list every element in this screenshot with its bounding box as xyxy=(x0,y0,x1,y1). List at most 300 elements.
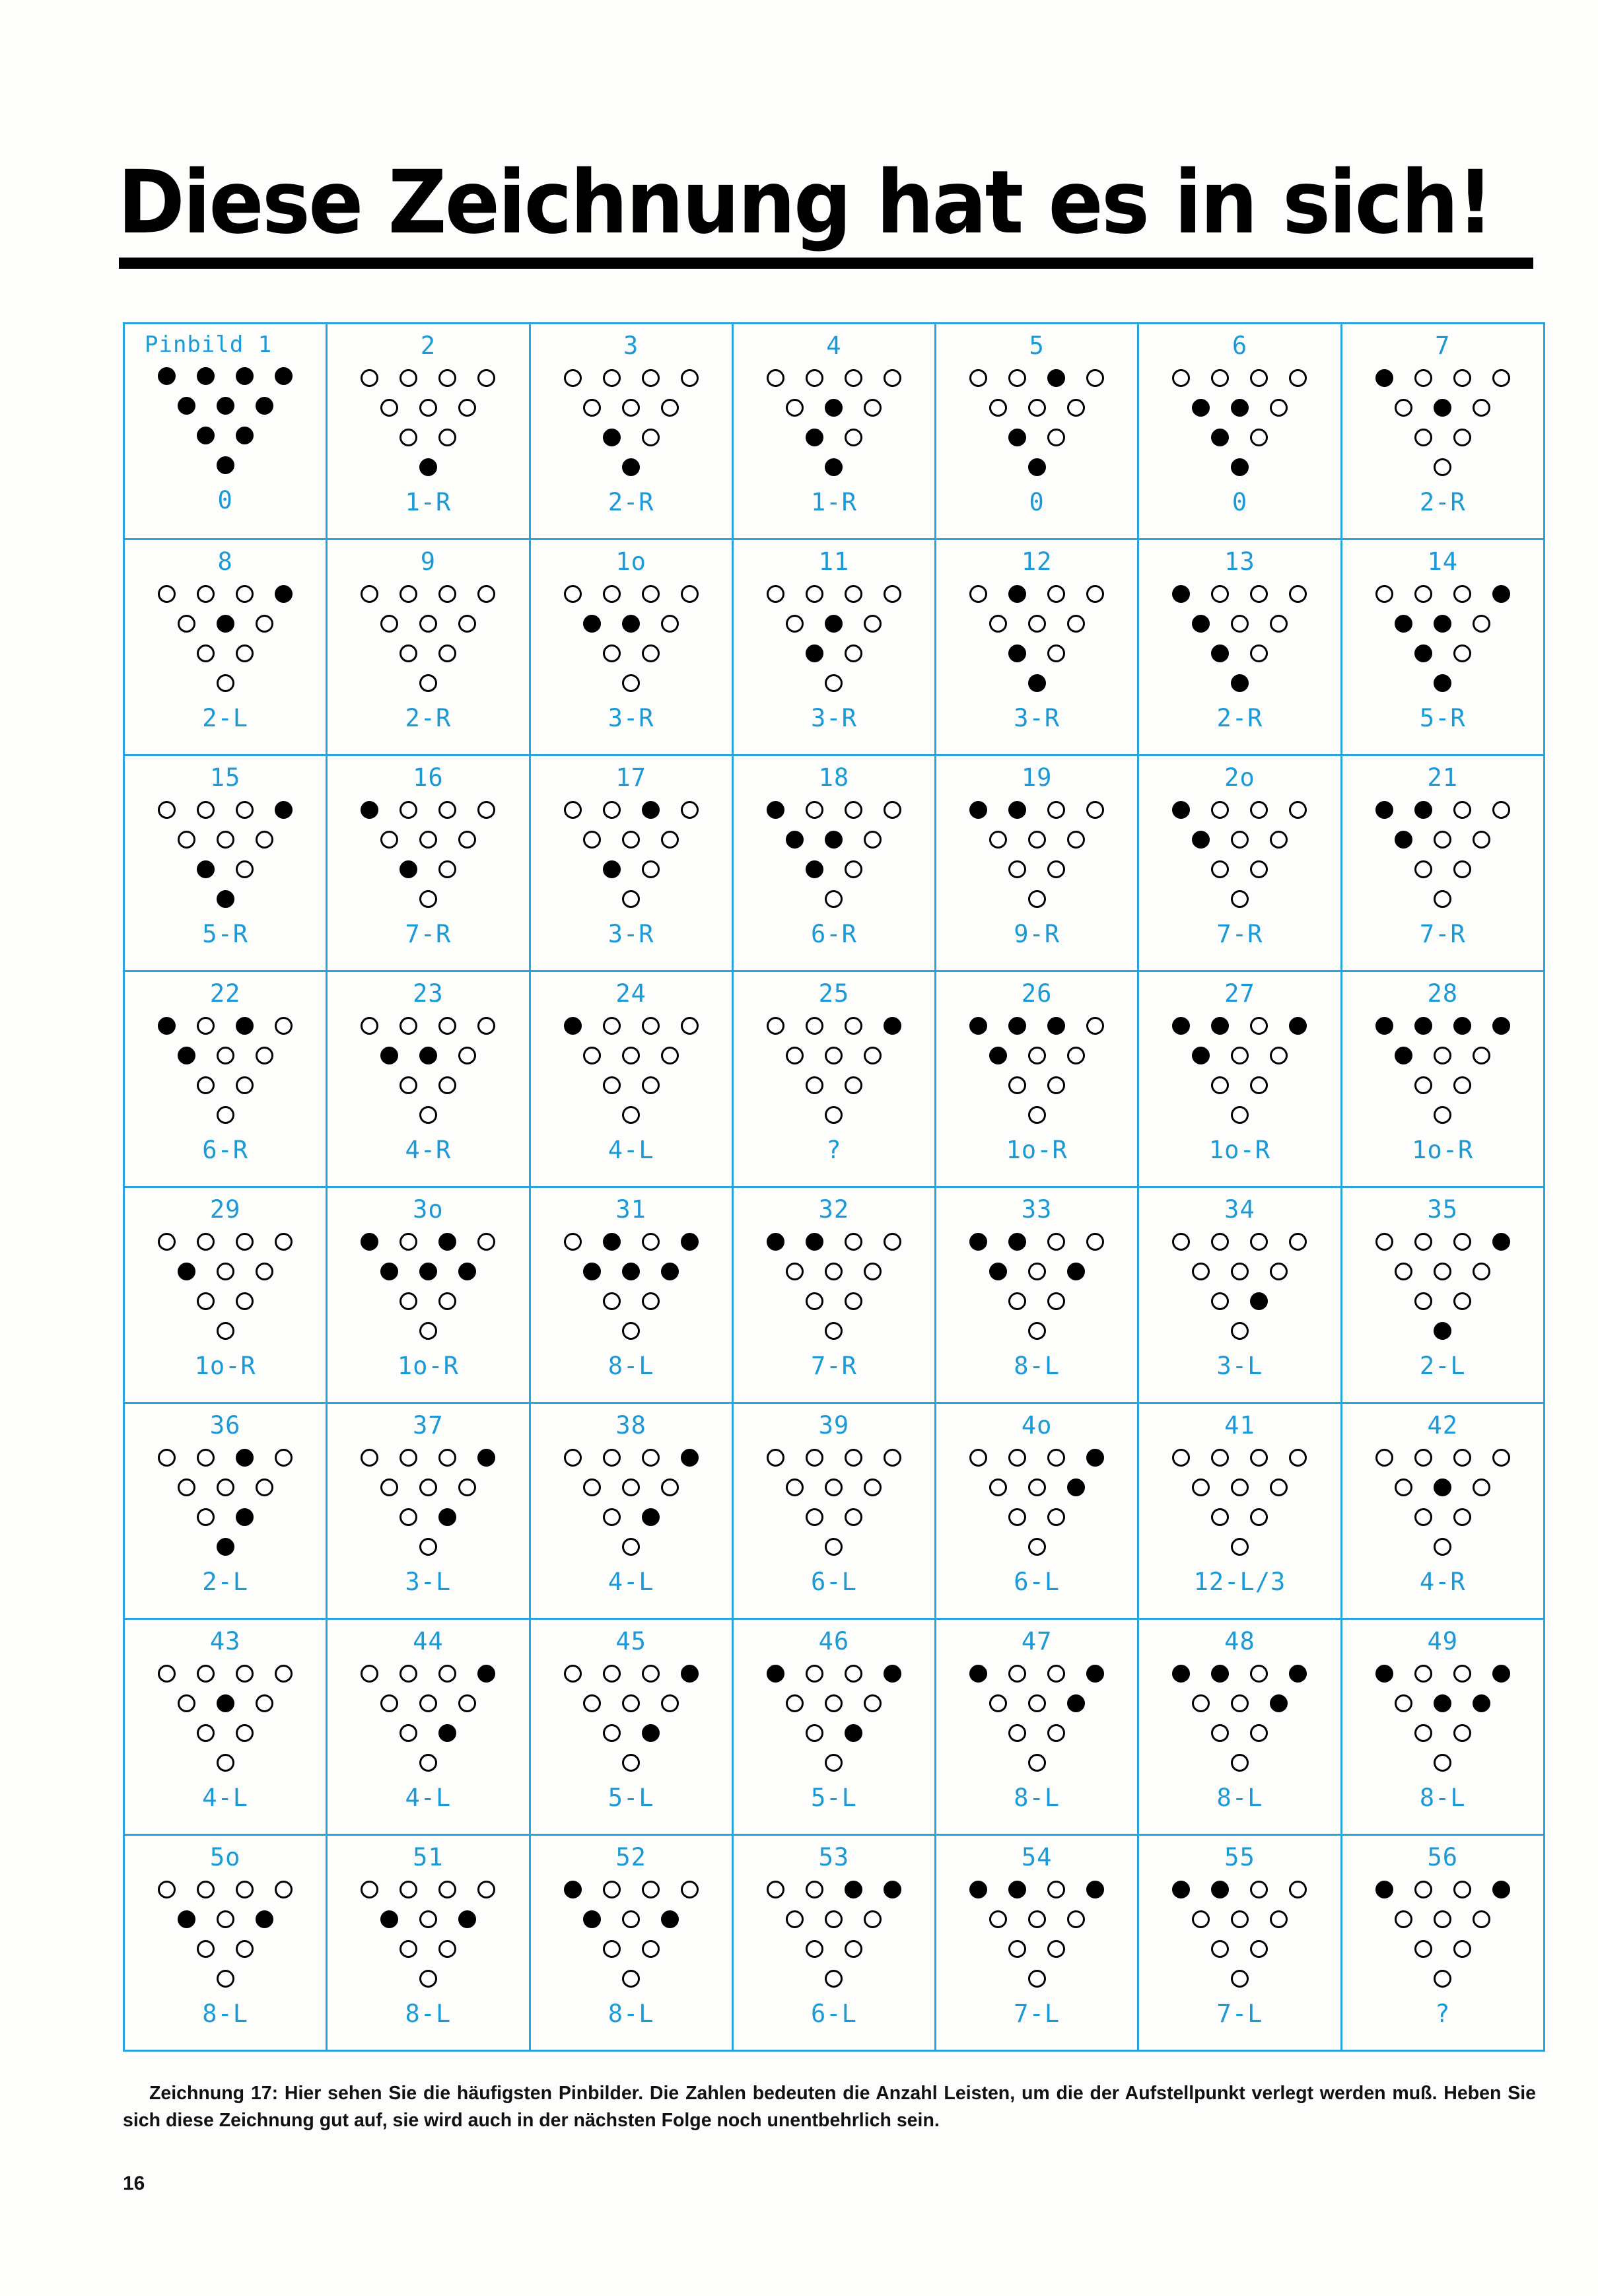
pin-diagram xyxy=(328,1875,528,2001)
pin-row xyxy=(1342,363,1543,393)
pin-fallen-icon xyxy=(1231,831,1249,849)
pin-fallen-icon xyxy=(197,1292,215,1310)
pin-fallen-icon xyxy=(1086,369,1104,387)
pin-pattern-value: 4-L xyxy=(608,1568,654,1596)
pin-fallen-icon xyxy=(1250,429,1268,446)
pin-fallen-icon xyxy=(825,1047,843,1064)
pin-pattern-cell xyxy=(124,971,327,1187)
pin-pattern-cell xyxy=(327,755,530,971)
pin-diagram xyxy=(936,1443,1137,1570)
pin-fallen-icon xyxy=(1395,1478,1412,1496)
pin-fallen-icon xyxy=(1047,801,1065,819)
pin-row xyxy=(125,884,326,914)
pin-row xyxy=(936,1904,1137,1934)
pin-fallen-icon xyxy=(767,369,784,387)
pin-fallen-icon xyxy=(1270,831,1288,849)
pin-pattern-cell xyxy=(936,324,1138,539)
pin-row xyxy=(734,1041,934,1070)
pin-fallen-icon xyxy=(1231,1106,1249,1124)
pin-row xyxy=(1342,1100,1543,1130)
pin-standing-icon xyxy=(767,1233,784,1251)
pin-fallen-icon xyxy=(642,429,660,446)
pin-fallen-icon xyxy=(1434,1970,1451,1988)
pin-fallen-icon xyxy=(197,1076,215,1094)
pin-pattern-number: 35 xyxy=(1427,1195,1458,1224)
pin-row xyxy=(734,1316,934,1346)
pin-row xyxy=(1139,1934,1340,1964)
pin-diagram xyxy=(125,1227,326,1354)
pin-fallen-icon xyxy=(1211,1940,1229,1958)
pin-standing-icon xyxy=(1172,1881,1190,1898)
pin-pattern-number: 13 xyxy=(1224,547,1255,576)
pin-fallen-icon xyxy=(989,1910,1007,1928)
pin-standing-icon xyxy=(1028,458,1046,476)
pin-row xyxy=(531,1473,732,1502)
pin-diagram xyxy=(125,1443,326,1570)
pin-fallen-icon xyxy=(1028,890,1046,908)
pin-standing-icon xyxy=(1375,369,1393,387)
pin-pattern-cell xyxy=(530,1403,732,1619)
pin-row xyxy=(125,1070,326,1100)
pin-row xyxy=(1342,609,1543,639)
pin-fallen-icon xyxy=(642,585,660,603)
pin-row xyxy=(1139,1502,1340,1532)
caption-line-1: Zeichnung 17: Hier sehen Sie die häufigsten Pinbilder. Die Zahlen bedeuten die Anzahl Leisten, um die der Aufstellpunkt xyxy=(149,2083,1245,2104)
pin-fallen-icon xyxy=(1047,429,1065,446)
pin-standing-icon xyxy=(197,860,215,878)
pin-fallen-icon xyxy=(989,399,1007,417)
pin-fallen-icon xyxy=(642,1017,660,1035)
pin-fallen-icon xyxy=(564,1665,582,1683)
pin-fallen-icon xyxy=(1434,831,1451,849)
pin-row xyxy=(1139,1875,1340,1904)
pin-pattern-number: 2o xyxy=(1224,763,1255,792)
pin-fallen-icon xyxy=(197,1449,215,1467)
pin-fallen-icon xyxy=(438,1940,456,1958)
pin-fallen-icon xyxy=(1414,1508,1432,1526)
pin-row xyxy=(1139,393,1340,423)
pin-fallen-icon xyxy=(1270,1263,1288,1280)
pin-row xyxy=(531,825,732,854)
pin-standing-icon xyxy=(1086,1665,1104,1683)
pin-pattern-value: 8-L xyxy=(608,1352,654,1380)
pin-fallen-icon xyxy=(1289,1881,1307,1898)
pin-diagram xyxy=(1342,1875,1543,2001)
pin-standing-icon xyxy=(477,1665,495,1683)
pin-fallen-icon xyxy=(477,1881,495,1898)
pin-standing-icon xyxy=(178,397,195,415)
pin-row xyxy=(125,668,326,698)
pin-row xyxy=(936,1934,1137,1964)
pin-row xyxy=(328,609,528,639)
pin-fallen-icon xyxy=(806,1017,823,1035)
pin-row xyxy=(328,1100,528,1130)
pin-row xyxy=(1342,854,1543,884)
pin-pattern-cell xyxy=(1341,1403,1544,1619)
pin-row xyxy=(734,609,934,639)
pin-row xyxy=(1342,1316,1543,1346)
pin-row xyxy=(1139,1964,1340,1994)
pin-fallen-icon xyxy=(603,801,621,819)
pin-fallen-icon xyxy=(419,615,437,633)
pin-row xyxy=(1342,579,1543,609)
pin-fallen-icon xyxy=(458,615,476,633)
pin-fallen-icon xyxy=(845,1940,862,1958)
pin-fallen-icon xyxy=(622,1970,640,1988)
pin-fallen-icon xyxy=(989,1694,1007,1712)
pin-pattern-number: 32 xyxy=(818,1195,850,1224)
pin-row xyxy=(328,854,528,884)
pin-standing-icon xyxy=(1172,801,1190,819)
pin-fallen-icon xyxy=(806,1508,823,1526)
pin-row xyxy=(734,854,934,884)
pin-diagram xyxy=(734,363,934,490)
pin-standing-icon xyxy=(1473,1694,1490,1712)
pin-fallen-icon xyxy=(845,429,862,446)
pin-fallen-icon xyxy=(1414,1665,1432,1683)
pin-standing-icon xyxy=(1231,399,1249,417)
pin-fallen-icon xyxy=(1453,369,1471,387)
pin-fallen-icon xyxy=(603,1017,621,1035)
pin-row xyxy=(328,1934,528,1964)
pin-row xyxy=(1342,1011,1543,1041)
pin-fallen-icon xyxy=(458,1478,476,1496)
pin-standing-icon xyxy=(217,1538,234,1556)
pin-standing-icon xyxy=(1375,1881,1393,1898)
pin-fallen-icon xyxy=(400,1665,417,1683)
pin-fallen-icon xyxy=(236,585,254,603)
pin-fallen-icon xyxy=(1270,1478,1288,1496)
pin-row xyxy=(1139,579,1340,609)
pin-row xyxy=(1342,423,1543,452)
pin-fallen-icon xyxy=(622,1694,640,1712)
pin-fallen-icon xyxy=(217,1322,234,1340)
pin-diagram xyxy=(936,795,1137,922)
pin-fallen-icon xyxy=(1270,1910,1288,1928)
pin-row xyxy=(1342,884,1543,914)
pin-fallen-icon xyxy=(583,831,601,849)
pin-fallen-icon xyxy=(1453,1449,1471,1467)
pin-fallen-icon xyxy=(603,585,621,603)
pin-diagram xyxy=(328,1443,528,1570)
pin-standing-icon xyxy=(419,1047,437,1064)
pin-fallen-icon xyxy=(1453,801,1471,819)
pin-diagram xyxy=(328,1227,528,1354)
pin-fallen-icon xyxy=(1434,1047,1451,1064)
pin-fallen-icon xyxy=(642,1665,660,1683)
pin-fallen-icon xyxy=(419,674,437,692)
pin-row xyxy=(936,1443,1137,1473)
pin-diagram xyxy=(328,1011,528,1138)
pin-row xyxy=(1139,1904,1340,1934)
pin-row xyxy=(1342,1964,1543,1994)
pin-row xyxy=(125,1659,326,1688)
pin-pattern-number: 16 xyxy=(413,763,444,792)
pin-fallen-icon xyxy=(1289,369,1307,387)
pin-fallen-icon xyxy=(1047,1724,1065,1742)
pin-row xyxy=(125,825,326,854)
pin-fallen-icon xyxy=(681,801,699,819)
pin-standing-icon xyxy=(1028,674,1046,692)
pin-fallen-icon xyxy=(256,1263,273,1280)
pin-fallen-icon xyxy=(884,585,901,603)
pin-standing-icon xyxy=(236,367,254,385)
pin-row xyxy=(125,1875,326,1904)
pin-fallen-icon xyxy=(1453,644,1471,662)
table-row xyxy=(124,539,1545,755)
pin-fallen-icon xyxy=(1414,1940,1432,1958)
pin-standing-icon xyxy=(884,1017,901,1035)
pin-fallen-icon xyxy=(1047,1233,1065,1251)
pin-fallen-icon xyxy=(1414,1449,1432,1467)
pin-fallen-icon xyxy=(217,1047,234,1064)
pin-fallen-icon xyxy=(1414,860,1432,878)
pin-fallen-icon xyxy=(845,1076,862,1094)
pin-standing-icon xyxy=(1492,1665,1510,1683)
pin-row xyxy=(1139,1718,1340,1748)
pin-row xyxy=(125,450,326,480)
pin-row xyxy=(1139,1227,1340,1257)
pin-fallen-icon xyxy=(1028,1047,1046,1064)
pin-fallen-icon xyxy=(583,399,601,417)
pin-standing-icon xyxy=(989,1047,1007,1064)
pin-fallen-icon xyxy=(380,615,398,633)
pin-fallen-icon xyxy=(1250,860,1268,878)
pin-pattern-cell xyxy=(124,539,327,755)
pin-diagram xyxy=(1139,363,1340,490)
pin-fallen-icon xyxy=(825,1910,843,1928)
pin-pattern-value: 2-L xyxy=(1419,1352,1466,1380)
pin-fallen-icon xyxy=(825,1754,843,1772)
pin-row xyxy=(125,1502,326,1532)
pin-pattern-number: 28 xyxy=(1427,979,1458,1008)
pin-row xyxy=(936,1532,1137,1562)
pin-fallen-icon xyxy=(236,644,254,662)
pin-pattern-cell xyxy=(1341,971,1544,1187)
pin-fallen-icon xyxy=(806,1292,823,1310)
pin-row xyxy=(734,363,934,393)
pin-row xyxy=(936,1964,1137,1994)
pin-pattern-number: 7 xyxy=(1435,331,1451,360)
pin-pattern-number: 54 xyxy=(1021,1843,1053,1871)
table-row xyxy=(124,1187,1545,1403)
pin-row xyxy=(734,1688,934,1718)
pin-row xyxy=(328,1257,528,1286)
pin-row xyxy=(734,579,934,609)
pin-fallen-icon xyxy=(884,1449,901,1467)
pin-pattern-number: 21 xyxy=(1427,763,1458,792)
pin-pattern-number: 41 xyxy=(1224,1411,1255,1440)
pin-fallen-icon xyxy=(458,1047,476,1064)
pin-pattern-number: 23 xyxy=(413,979,444,1008)
pin-fallen-icon xyxy=(1231,1263,1249,1280)
pin-diagram xyxy=(1342,1011,1543,1138)
pin-standing-icon xyxy=(361,801,378,819)
pin-standing-icon xyxy=(1434,399,1451,417)
pin-fallen-icon xyxy=(786,615,804,633)
pin-pattern-value: 4-L xyxy=(202,1784,249,1812)
pin-fallen-icon xyxy=(1047,1665,1065,1683)
pin-fallen-icon xyxy=(197,644,215,662)
pin-standing-icon xyxy=(969,1881,987,1898)
pin-diagram xyxy=(531,579,732,706)
pin-standing-icon xyxy=(622,1263,640,1280)
pin-fallen-icon xyxy=(583,1478,601,1496)
pin-row xyxy=(936,579,1137,609)
pin-fallen-icon xyxy=(845,1665,862,1683)
pin-diagram xyxy=(1342,363,1543,490)
pin-fallen-icon xyxy=(845,1508,862,1526)
pin-diagram xyxy=(328,579,528,706)
pin-diagram xyxy=(1139,1875,1340,2001)
pin-standing-icon xyxy=(1492,1017,1510,1035)
pin-fallen-icon xyxy=(217,1478,234,1496)
pin-pattern-cell xyxy=(1341,1619,1544,1835)
pin-fallen-icon xyxy=(1047,1508,1065,1526)
caption-line-2: verlegt werden muß. Heben Sie sich diese Zeichnung gut auf, sie wird auch in der nächsten Folge noch unentbehrlich sein. xyxy=(123,2083,1536,2132)
pin-fallen-icon xyxy=(1453,1940,1471,1958)
pin-row xyxy=(531,854,732,884)
pin-fallen-icon xyxy=(1192,1910,1210,1928)
pin-fallen-icon xyxy=(1192,1694,1210,1712)
pin-standing-icon xyxy=(236,1017,254,1035)
pin-fallen-icon xyxy=(197,1940,215,1958)
pin-fallen-icon xyxy=(1047,860,1065,878)
pin-pattern-value: 7-R xyxy=(1216,920,1263,948)
pin-row xyxy=(125,1316,326,1346)
pin-row xyxy=(936,1286,1137,1316)
pin-fallen-icon xyxy=(661,615,679,633)
pin-pattern-value: 1-R xyxy=(405,488,452,516)
pin-standing-icon xyxy=(969,1665,987,1683)
pin-fallen-icon xyxy=(158,801,176,819)
pin-row xyxy=(936,1070,1137,1100)
pin-standing-icon xyxy=(1434,1478,1451,1496)
pin-standing-icon xyxy=(1395,615,1412,633)
pin-standing-icon xyxy=(419,458,437,476)
pin-pattern-value: 2-R xyxy=(405,704,452,732)
pin-pattern-cell xyxy=(1138,1187,1341,1403)
pin-fallen-icon xyxy=(1270,399,1288,417)
pin-row xyxy=(734,1227,934,1257)
pin-diagram xyxy=(734,1011,934,1138)
pin-pattern-number: 24 xyxy=(615,979,646,1008)
pin-standing-icon xyxy=(1211,1017,1229,1035)
pin-fallen-icon xyxy=(361,1881,378,1898)
pin-pattern-number: 17 xyxy=(615,763,646,792)
pin-pattern-cell xyxy=(327,1403,530,1619)
pin-row xyxy=(1139,884,1340,914)
pin-pattern-value: 6-L xyxy=(811,2000,857,2028)
pin-fallen-icon xyxy=(622,399,640,417)
pin-fallen-icon xyxy=(661,399,679,417)
pin-fallen-icon xyxy=(419,1538,437,1556)
pin-fallen-icon xyxy=(236,1076,254,1094)
pin-diagram xyxy=(936,1011,1137,1138)
pin-fallen-icon xyxy=(1453,1665,1471,1683)
pin-fallen-icon xyxy=(806,369,823,387)
pin-fallen-icon xyxy=(419,1694,437,1712)
pin-fallen-icon xyxy=(458,1694,476,1712)
pin-row xyxy=(125,1688,326,1718)
pin-fallen-icon xyxy=(1028,1263,1046,1280)
pin-diagram xyxy=(125,579,326,706)
pin-standing-icon xyxy=(1211,1881,1229,1898)
pin-row xyxy=(1139,1443,1340,1473)
pin-fallen-icon xyxy=(400,1881,417,1898)
pin-fallen-icon xyxy=(1250,1449,1268,1467)
pin-fallen-icon xyxy=(806,801,823,819)
pin-fallen-icon xyxy=(438,644,456,662)
pin-row xyxy=(328,884,528,914)
pin-fallen-icon xyxy=(806,1449,823,1467)
pin-pattern-number: 44 xyxy=(413,1627,444,1655)
table-row xyxy=(124,324,1545,539)
pin-fallen-icon xyxy=(603,369,621,387)
pin-row xyxy=(734,1934,934,1964)
pin-pattern-cell xyxy=(327,971,530,1187)
pin-pattern-value: 5-R xyxy=(1419,704,1466,732)
pin-standing-icon xyxy=(1289,1017,1307,1035)
pin-standing-icon xyxy=(1047,369,1065,387)
table-row xyxy=(124,1403,1545,1619)
pin-fallen-icon xyxy=(806,1724,823,1742)
pin-standing-icon xyxy=(275,585,293,603)
pin-fallen-icon xyxy=(438,429,456,446)
pin-row xyxy=(936,1875,1137,1904)
pin-fallen-icon xyxy=(661,1694,679,1712)
pin-row xyxy=(328,1227,528,1257)
pin-fallen-icon xyxy=(1047,1449,1065,1467)
pin-diagram xyxy=(936,363,1137,490)
pin-diagram xyxy=(1139,795,1340,922)
pin-row xyxy=(1342,1659,1543,1688)
pin-pattern-cell xyxy=(1341,1835,1544,2051)
pin-row xyxy=(1139,423,1340,452)
pin-fallen-icon xyxy=(1008,1665,1026,1683)
pin-diagram xyxy=(531,1011,732,1138)
pin-row xyxy=(734,884,934,914)
pin-standing-icon xyxy=(1211,429,1229,446)
pin-pattern-number: 26 xyxy=(1021,979,1053,1008)
pin-row xyxy=(531,452,732,482)
pin-standing-icon xyxy=(458,1910,476,1928)
pin-standing-icon xyxy=(361,1233,378,1251)
pin-row xyxy=(1139,1532,1340,1562)
pin-row xyxy=(328,1316,528,1346)
pin-pattern-value: 5-L xyxy=(811,1784,857,1812)
pin-fallen-icon xyxy=(806,1940,823,1958)
pin-pattern-value: 3-R xyxy=(1014,704,1060,732)
pin-standing-icon xyxy=(1375,1017,1393,1035)
pin-fallen-icon xyxy=(1211,860,1229,878)
pin-standing-icon xyxy=(1395,831,1412,849)
pin-fallen-icon xyxy=(361,1665,378,1683)
pin-fallen-icon xyxy=(864,399,882,417)
pin-pattern-cell xyxy=(732,755,935,971)
pin-diagram xyxy=(1139,1443,1340,1570)
pin-pattern-value: 1o-R xyxy=(397,1352,459,1380)
pin-fallen-icon xyxy=(825,1322,843,1340)
pin-standing-icon xyxy=(969,801,987,819)
pin-fallen-icon xyxy=(419,1910,437,1928)
pin-fallen-icon xyxy=(1008,1449,1026,1467)
pin-fallen-icon xyxy=(256,831,273,849)
pin-fallen-icon xyxy=(275,1881,293,1898)
pin-row xyxy=(531,1934,732,1964)
pin-pattern-value: 7-L xyxy=(1014,2000,1060,2028)
pin-standing-icon xyxy=(806,860,823,878)
